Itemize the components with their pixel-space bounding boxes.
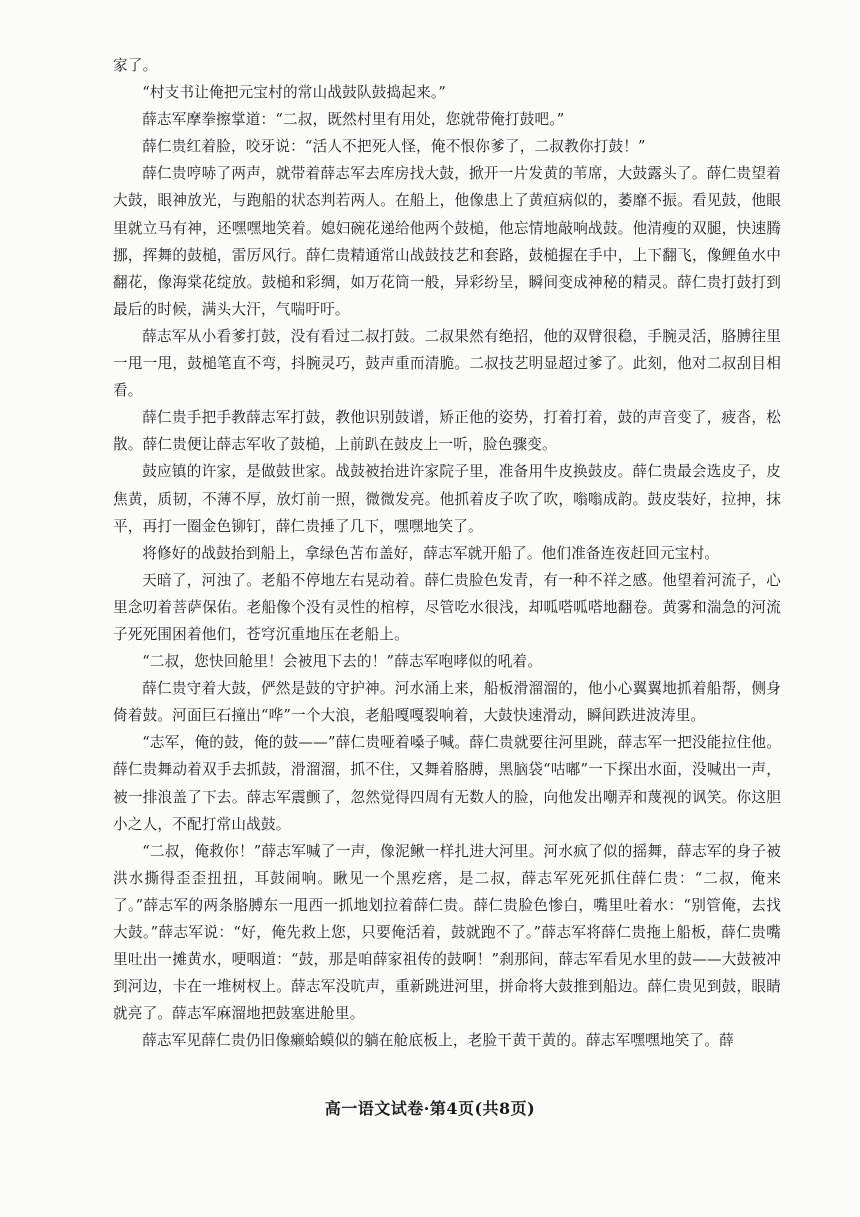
paragraph-3: 薛志军摩拳擦掌道：“二叔，既然村里有用处，您就带俺打鼓吧。” xyxy=(142,111,565,129)
paragraph-7: 薛仁贵手把手教薛志军打鼓，教他识别鼓谱，矫正他的姿势，打着打着，鼓的声音变了，疲沓，松散。薛仁贵便让薛志军收了鼓槌，上前趴在鼓皮上一听，脸色骤变。 xyxy=(113,409,781,454)
paragraph-15: 薛志军见薛仁贵仍旧像癞蛤蟆似的躺在舱底板上，老脸干黄干黄的。薛志军嘿嘿地笑了。薛 xyxy=(142,1032,734,1050)
paragraph-4: 薛仁贵红着脸，咬牙说：“活人不把死人怪，俺不恨你爹了，二叔教你打鼓！” xyxy=(142,138,646,156)
paragraph-9: 将修好的战鼓抬到船上，拿绿色苫布盖好，薛志军就开船了。他们准备连夜赶回元宝村。 xyxy=(142,544,720,562)
page-footer: 高一语文试卷·第4页(共8页) xyxy=(324,1099,536,1118)
paragraph-10: 天暗了，河浊了。老船不停地左右晃动着。薛仁贵脸色发青，有一种不祥之感。他望着河流子，心里念叨着菩萨保佑。老船像个没有灵性的棺椁，尽管吃水很浅，却呱嗒呱嗒地翻卷。黄雾和湍急的河流子死死围困着他们，苍穹沉重地压在老船上。 xyxy=(113,571,781,643)
paragraph-14: “二叔，俺救你！”薛志军喊了一声，像泥鳅一样扎进大河里。河水疯了似的摇舞，薛志军的身子被洪水撕得歪歪扭扭，耳鼓闹响。瞅见一个黑疙瘩，是二叔，薛志军死死抓住薛仁贵：“二叔，俺来了。”薛志军的两条胳膊东一甩西一抓地划拉着薛仁贵。薛仁贵脸色惨白，嘴里吐着水：“别管俺，去找大鼓。”薛志军说：“好，俺先救上您，只要俺活着，鼓就跑不了。”薛志军将薛仁贵拖上船板，薛仁贵嘴里吐出一摊黄水，哽咽道：“鼓，那是咱薛家祖传的鼓啊！”刹那间，薛志军看见水里的鼓——大鼓被冲到河边，卡在一堆树杈上。薛志军没吭声，重新跳进河里，拼命将大鼓推到船边。薛仁贵见到鼓，眼睛就亮了。薛志军麻溜地把鼓塞进舱里。 xyxy=(113,842,781,1023)
paragraph-11: “二叔，您快回舱里！会被甩下去的！”薛志军咆哮似的吼着。 xyxy=(142,653,543,671)
paragraph-13: “志军，俺的鼓，俺的鼓——”薛仁贵哑着嗓子喊。薛仁贵就要往河里跳，薛志军一把没能拉住他。薛仁贵舞动着双手去抓鼓，滑溜溜，抓不住，又舞着胳膊，黑脑袋“咕嘟”一下探出水面，没喊出一声，被一排浪盖了下去。薛志军震颤了，忽然觉得四周有无数人的脸，向他发出嘲弄和蔑视的讽笑。你这胆小之人，不配打常山战鼓。 xyxy=(113,734,781,833)
paragraph-2: “村支书让俺把元宝村的常山战鼓队鼓捣起来。” xyxy=(142,84,447,102)
paragraph-1: 家了。 xyxy=(113,57,158,74)
paragraph-5: 薛仁贵哼哧了两声，就带着薛志军去库房找大鼓，掀开一片发黄的苇席，大鼓露头了。薛仁贵望着大鼓，眼神放光，与跑船的状态判若两人。在船上，他像患上了黄疸病似的，萎靡不振。看见鼓，他眼里就立马有神，还嘿嘿地笑着。媳妇碗花递给他两个鼓槌，他忘情地敲响战鼓。他清瘦的双腿，快速腾挪，挥舞的鼓槌，雷厉风行。薛仁贵精通常山战鼓技艺和套路，鼓槌握在手中，上下翻飞，像鲤鱼水中翻花，像海棠花绽放。鼓槌和彩绸，如万花筒一般，异彩纷呈，瞬间变成神秘的精灵。薛仁贵打鼓打到最后的时候，满头大汗，气喘吁吁。 xyxy=(113,165,781,318)
story-text xyxy=(113,52,781,1054)
paragraph-8: 鼓应镇的许家，是做鼓世家。战鼓被抬进许家院子里，准备用牛皮换鼓皮。薛仁贵最会选皮子，皮焦黄，质韧，不薄不厚，放灯前一照，微微发亮。他抓着皮子吹了吹，嗡嗡成韵。鼓皮装好，拉抻，抹平，再打一圈金色铆钉，薛仁贵捶了几下，嘿嘿地笑了。 xyxy=(113,463,781,535)
paragraph-12: 薛仁贵守着大鼓，俨然是鼓的守护神。河水涌上来，船板滑溜溜的，他小心翼翼地抓着船帮，侧身倚着鼓。河面巨石撞出“哗”一个大浪，老船嘎嘎裂响着，大鼓快速滑动，瞬间跌进波涛里。 xyxy=(113,680,781,725)
paragraph-6: 薛志军从小看爹打鼓，没有看过二叔打鼓。二叔果然有绝招，他的双臂很稳，手腕灵活，胳膊往里一甩一甩，鼓槌笔直不弯，抖腕灵巧，鼓声重而清脆。二叔技艺明显超过爹了。此刻，他对二叔刮目相看。 xyxy=(113,327,781,400)
